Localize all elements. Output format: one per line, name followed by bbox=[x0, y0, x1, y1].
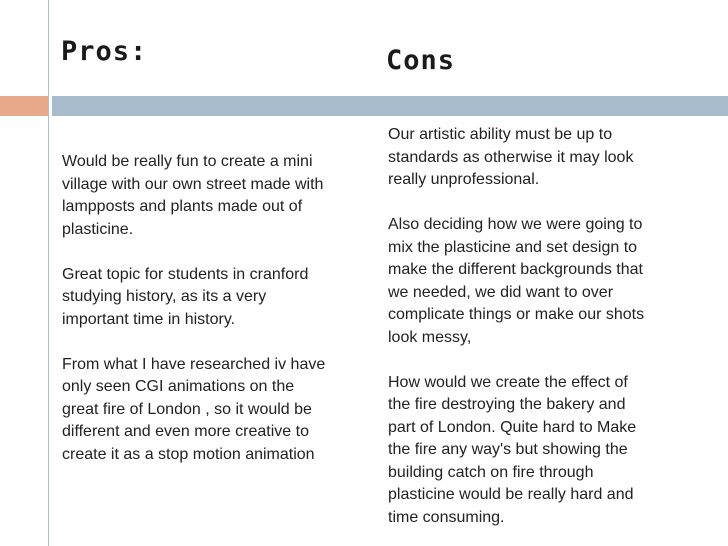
pros-paragraph bbox=[62, 151, 362, 241]
text-line: building catch on fire through bbox=[388, 463, 594, 481]
text-line: plasticine would be really hard and bbox=[388, 486, 634, 503]
cons-column bbox=[388, 124, 688, 529]
pros-column bbox=[62, 151, 362, 466]
text-line: From what I have researched iv have bbox=[62, 355, 326, 373]
text-line: Our artistic ability must be up to bbox=[388, 126, 613, 143]
cons-paragraph bbox=[388, 372, 688, 530]
pros-paragraph bbox=[62, 354, 362, 467]
orange-accent-block bbox=[0, 96, 48, 116]
text-line: really unprofessional. bbox=[388, 171, 540, 188]
text-line: the fire destroying the bakery and bbox=[388, 396, 626, 413]
text-line: part of London. Quite hard to Make bbox=[388, 418, 637, 436]
text-line: make the different backgrounds that bbox=[388, 261, 643, 278]
pros-paragraph bbox=[62, 264, 362, 332]
cons-heading: Cons bbox=[386, 45, 456, 76]
text-line: standards as otherwise it may look bbox=[388, 148, 634, 166]
pros-heading: Pros: bbox=[61, 36, 148, 67]
blue-title-bar bbox=[52, 96, 728, 116]
cons-paragraph bbox=[388, 124, 688, 192]
text-line: only seen CGI animations on the bbox=[62, 378, 295, 395]
text-line: mix the plasticine and set design to bbox=[388, 238, 638, 256]
text-line: time consuming. bbox=[388, 508, 505, 526]
text-line: important time in history. bbox=[62, 310, 236, 328]
text-line: Great topic for students in cranford bbox=[62, 265, 309, 283]
text-line: create it as a stop motion animation bbox=[62, 445, 315, 463]
cons-paragraph bbox=[388, 214, 688, 349]
text-line: How would we create the effect of bbox=[388, 373, 628, 391]
text-line: different and even more creative to bbox=[62, 423, 309, 440]
text-line: great fire of London , so it would be bbox=[62, 400, 312, 418]
text-line: complicate things or make our shots bbox=[388, 306, 645, 323]
text-line: village with our own street made with bbox=[62, 175, 324, 193]
text-line: Also deciding how we were going to bbox=[388, 216, 643, 233]
text-line: lampposts and plants made out of bbox=[62, 198, 303, 215]
vertical-divider bbox=[48, 0, 49, 546]
text-line: studying history, as its a very bbox=[62, 288, 267, 305]
text-line: Would be really fun to create a mini bbox=[62, 153, 313, 170]
text-line: look messy, bbox=[388, 328, 472, 346]
text-line: we needed, we did want to over bbox=[388, 283, 614, 301]
text-line: plasticine. bbox=[62, 220, 134, 238]
text-line: the fire any way's but showing the bbox=[388, 441, 628, 458]
